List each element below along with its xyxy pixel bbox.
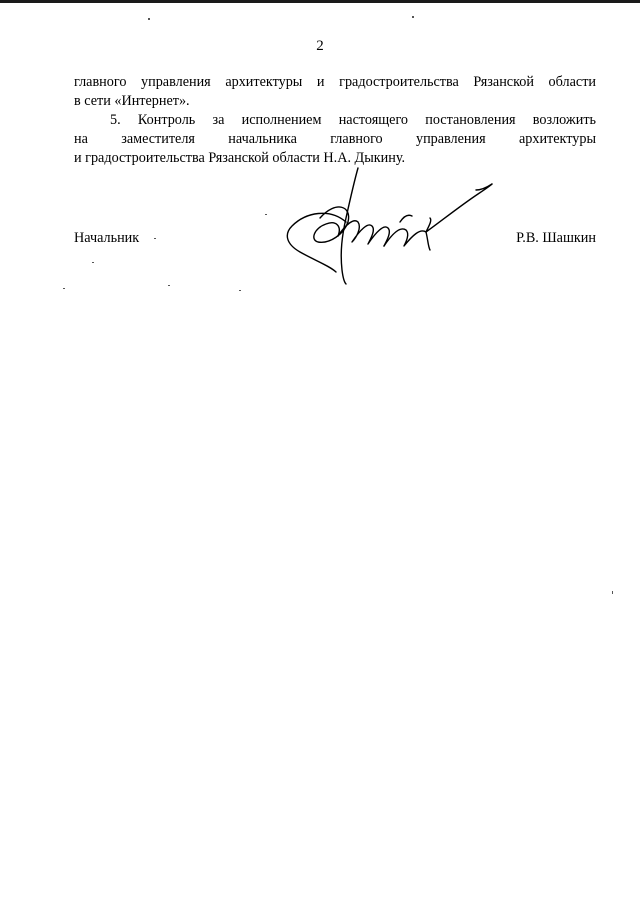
scan-speck: [63, 288, 65, 289]
scan-top-edge: [0, 0, 640, 3]
text-line: и градостроительства Рязанской области Н.А. Дыкину.: [74, 150, 406, 166]
scan-speck: [154, 238, 156, 239]
scan-speck: [612, 591, 613, 594]
text-line: на заместителя начальника главного управления архитектуры: [74, 131, 596, 147]
text-line: в сети «Интернет».: [74, 93, 190, 109]
page-number: 2: [316, 38, 324, 54]
signatory-position: Начальник: [74, 230, 140, 246]
scan-speck: [168, 285, 170, 286]
scan-speck: [239, 290, 241, 291]
paragraph-continuation: [74, 73, 596, 111]
handwritten-signature: [280, 160, 500, 285]
text-line: 5. Контроль за исполнением настоящего постановления возложить: [110, 112, 596, 128]
text-line: главного управления архитектуры и градостроительства Рязанской области: [74, 74, 596, 90]
scan-speck: [412, 16, 414, 18]
signatory-name: Р.В. Шашкин: [516, 230, 596, 246]
scan-speck: [92, 262, 94, 263]
scan-speck: [265, 214, 267, 215]
scan-speck: [148, 18, 150, 20]
